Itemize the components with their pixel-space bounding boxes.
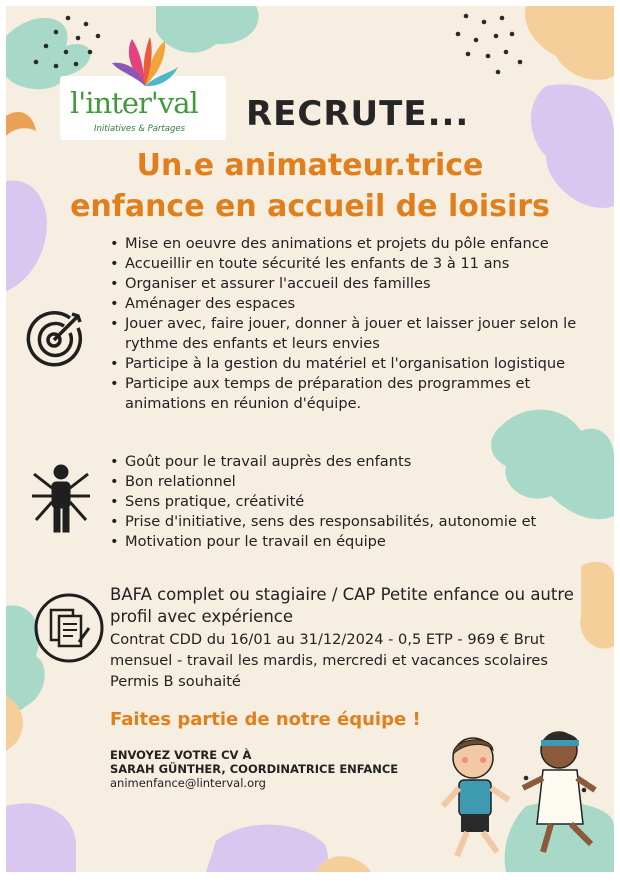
contact-block: [110, 748, 398, 790]
requirements-line1: BAFA complet ou stagiaire / CAP Petite enfance ou autre: [110, 585, 574, 604]
skill-item: • Goût pour le travail auprès des enfants: [110, 452, 580, 472]
skill-item: • Sens pratique, créativité: [110, 492, 580, 512]
requirements-block: [110, 584, 590, 628]
logo-tagline: Initiatives & Partages: [94, 124, 185, 134]
document-icon: [33, 592, 105, 664]
contact-email[interactable]: animenfance@linterval.org: [110, 776, 266, 790]
mission-item: • Mise en oeuvre des animations et projets du pôle enfance: [110, 234, 610, 254]
poster: [6, 6, 614, 872]
skills-list: [110, 452, 580, 552]
logo-name: l'inter'val: [70, 86, 198, 120]
logo: [60, 76, 226, 140]
skill-item: • Prise d'initiative, sens des responsabilités, autonomie et: [110, 512, 580, 532]
running-children-illustration: [431, 728, 611, 868]
mission-item: • Organiser et assurer l'accueil des familles: [110, 274, 610, 294]
multitask-person-icon: [26, 458, 96, 538]
contact-line2: SARAH GÜNTHER, COORDINATRICE ENFANCE: [110, 762, 399, 776]
job-title-line1: Un.e animateur.trice: [136, 148, 484, 183]
mission-item: • Aménager des espaces: [110, 294, 610, 314]
logo-flower-icon: [110, 31, 180, 91]
mission-item: • Participe à la gestion du matériel et l'organisation logistique: [110, 354, 610, 374]
mission-item: • Participe aux temps de préparation des programmes et animations en réunion d'équipe.: [110, 374, 610, 414]
mission-item: • Jouer avec, faire jouer, donner à jouer et laisser jouer selon le rythme des enfants et leurs envies: [110, 314, 610, 354]
missions-list: [110, 234, 610, 414]
contract-block: [110, 629, 580, 692]
target-icon: [26, 306, 88, 368]
contact-line1: ENVOYEZ VOTRE CV À: [110, 748, 252, 762]
mission-item: • Accueillir en toute sécurité les enfants de 3 à 11 ans: [110, 254, 610, 274]
driving-permit: Permis B souhaité: [110, 673, 241, 690]
recrute-heading: RECRUTE...: [246, 94, 470, 134]
job-title-line2: enfance en accueil de loisirs: [70, 189, 550, 224]
skill-item: • Motivation pour le travail en équipe: [110, 532, 580, 552]
call-to-action: Faites partie de notre équipe !: [110, 709, 421, 730]
skill-item: • Bon relationnel: [110, 472, 580, 492]
contract-details: Contrat CDD du 16/01 au 31/12/2024 - 0,5 ETP - 969 € Brut mensuel - travail les mardis, mercredi et vacances scolaires: [110, 631, 549, 669]
requirements-line2: profil avec expérience: [110, 607, 294, 626]
